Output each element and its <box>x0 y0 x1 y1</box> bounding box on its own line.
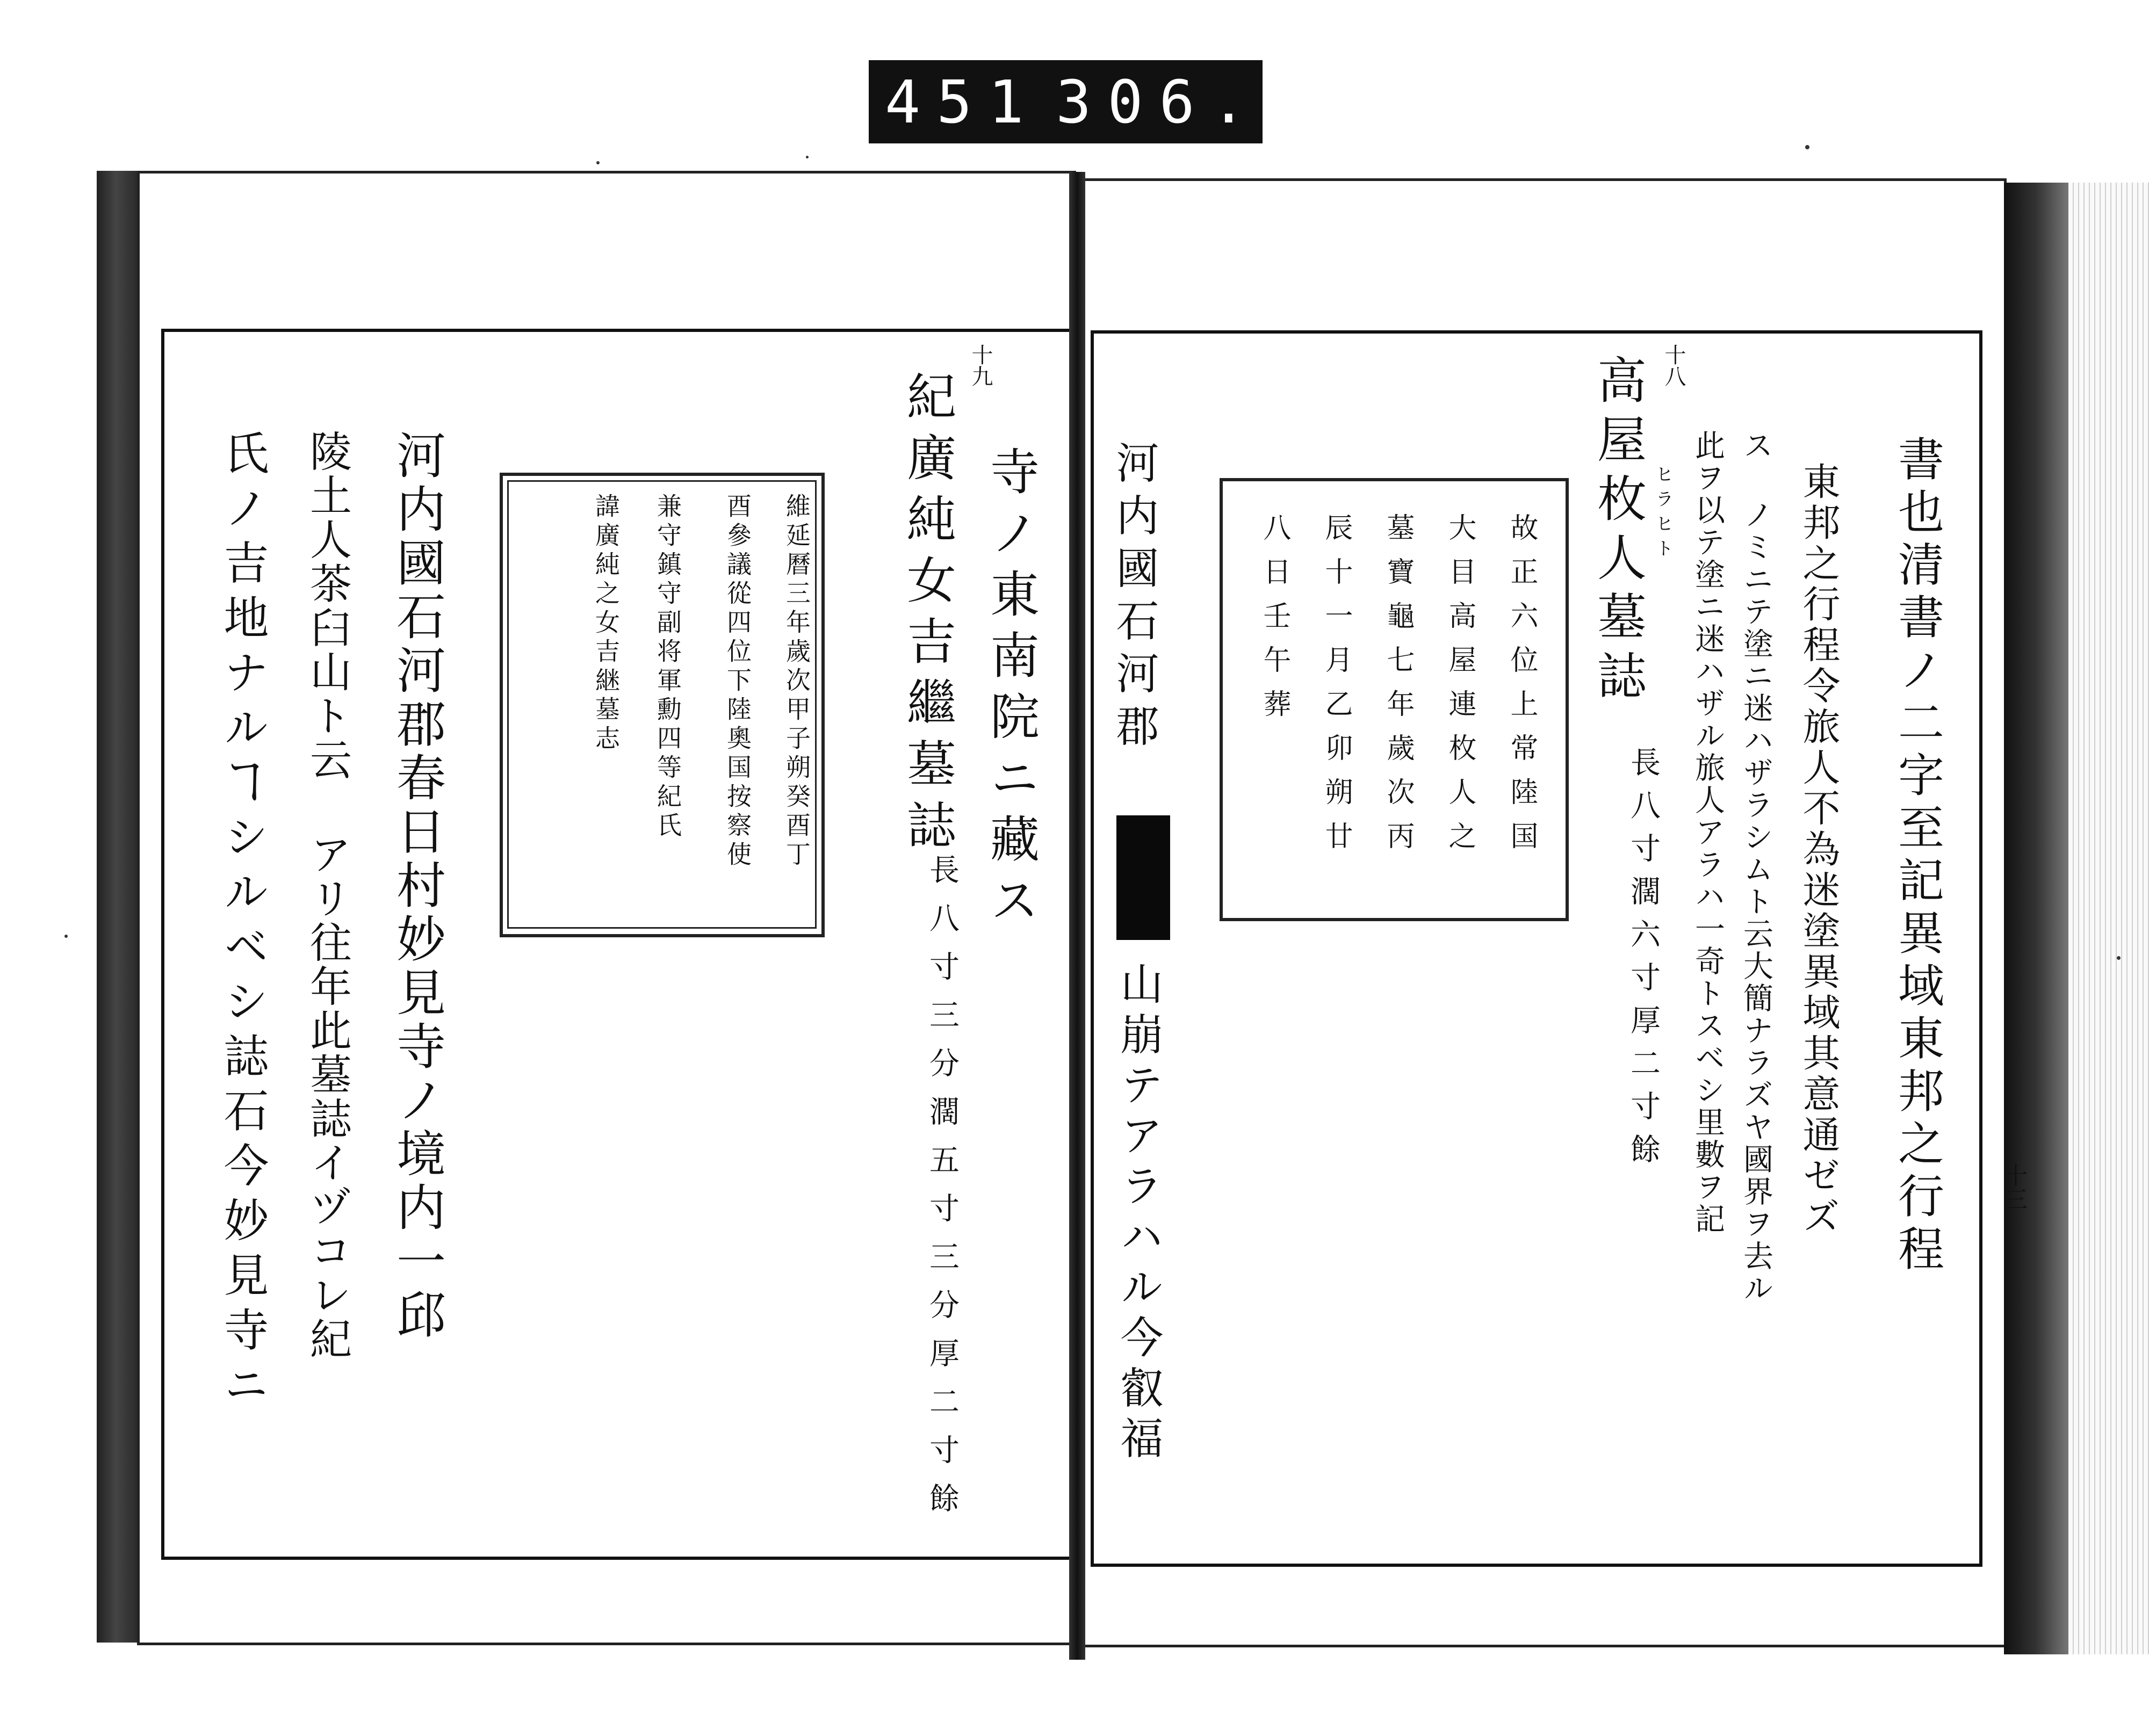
scan-speck <box>596 161 600 164</box>
scan-speck <box>64 935 68 938</box>
inscription-18-line-3: 墓寶龜七年歲次丙 <box>1382 513 1414 865</box>
inscription-18-line-5: 八日壬午葬 <box>1258 513 1290 733</box>
scan-speck <box>806 156 809 158</box>
left-body-line-1: 河内國石河郡春日村妙見寺ノ境内一邱 <box>388 430 446 1343</box>
scan-speck <box>2117 956 2121 960</box>
page-mark: 十三 <box>2000 1163 2027 1211</box>
frame-number-right: 306. <box>1056 67 1263 136</box>
inscription-18-line-4: 辰十一月乙卯朔廿 <box>1320 513 1352 865</box>
right-body-line-3: ス ノミニテ塗ニ迷ハザラシムト云大簡ナラズヤ國界ヲ去ル <box>1739 430 1773 1305</box>
left-body-line-3: 氏ノ吉地ナルヿシルベシ誌石今妙見寺ニ <box>217 430 269 1416</box>
book-page-edges <box>2068 183 2149 1654</box>
entry-number-19: 十九 <box>968 344 993 387</box>
frame-number-left: 451 <box>885 67 1040 136</box>
inscription-18-line-1: 故正六位上常陸国 <box>1505 513 1538 865</box>
right-body-line-2: 東邦之行程令旅人不為迷塗異域其意通ゼズ <box>1797 462 1841 1238</box>
frame-number-label <box>869 60 1263 143</box>
location-text: 山崩テアラハル今叡福 <box>1113 961 1163 1466</box>
entry-dimensions-18: 長八寸濶六寸厚二寸餘 <box>1626 747 1661 1176</box>
inscription-line-2: 酉參議從四位下陸奧国按察使 <box>723 493 752 870</box>
book-gutter <box>1069 172 1085 1660</box>
inscription-line-4: 諱廣純之女吉継墓志 <box>592 493 621 754</box>
entry-title-19: 紀廣純女吉繼墓誌 <box>899 371 956 860</box>
right-body-line-1: 書也清書ノ二字至記異域東邦之行程 <box>1890 435 1944 1277</box>
location-header: 河内國石河郡 <box>1109 440 1159 756</box>
entry-number-18: 十八 <box>1661 344 1686 387</box>
inscription-line-3: 兼守鎮守副将軍勳四等紀氏 <box>653 493 682 841</box>
entry-title-reading: ヒラヒト <box>1652 465 1674 563</box>
scan-speck <box>1805 145 1809 149</box>
left-body-line-2: 陵土人茶臼山ト云 アリ往年此墓誌イヅコレ紀 <box>303 430 351 1361</box>
redaction-block <box>1116 815 1170 940</box>
entry-title-18: 高屋枚人墓誌 <box>1589 355 1647 709</box>
entry-dimensions-19: 長八寸三分濶五寸三分厚二寸餘 <box>925 854 960 1531</box>
prev-entry-continuation: 寺ノ東南院ニ藏ス <box>982 446 1040 936</box>
inscription-line-1: 維延曆三年歲次甲子朔癸酉丁 <box>782 493 811 870</box>
right-body-line-4: 此ヲ以テ塗ニ迷ハザル旅人アラハ一奇トスベシ里數ヲ記 <box>1690 430 1725 1235</box>
book-right-edge-shadow <box>2004 183 2068 1654</box>
inscription-18-line-2: 大目高屋連枚人之 <box>1444 513 1476 865</box>
